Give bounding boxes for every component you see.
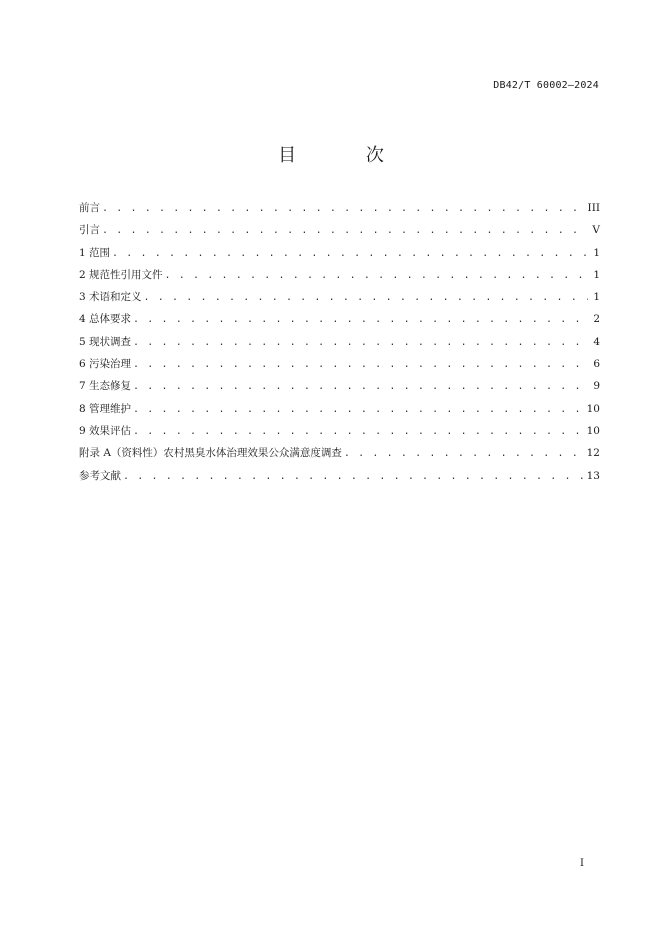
- toc-entry-page: 9: [593, 380, 600, 393]
- toc-entry-pollution-control[interactable]: [79, 356, 600, 378]
- dot-leader: [165, 268, 588, 284]
- toc-entry-label: 9 效果评估: [79, 424, 132, 437]
- toc-entry-page: 1: [593, 291, 600, 304]
- toc-entry-foreword[interactable]: [79, 200, 600, 222]
- toc-entry-general-requirements[interactable]: [79, 311, 600, 333]
- toc-entry-label: 前言: [79, 202, 100, 214]
- toc-entry-page: 10: [586, 424, 600, 437]
- toc-entry-page: 12: [586, 447, 600, 460]
- toc-entry-label: 5 现状调查: [79, 335, 132, 348]
- toc-entry-label: 1 范围: [79, 246, 111, 259]
- dot-leader: [123, 469, 583, 485]
- dot-leader: [102, 201, 584, 217]
- dot-leader: [133, 424, 583, 440]
- toc-entry-label: 6 污染治理: [79, 358, 132, 371]
- toc-entry-page: 6: [593, 358, 600, 371]
- toc-entry-page: 4: [593, 335, 600, 348]
- dot-leader: [112, 246, 588, 262]
- toc-entry-appendix-a[interactable]: [79, 445, 600, 467]
- dot-leader: [144, 290, 588, 306]
- dot-leader: [133, 335, 588, 351]
- toc-entry-ecological-restoration[interactable]: [79, 378, 600, 400]
- dot-leader: [344, 446, 583, 462]
- page-number: I: [580, 858, 584, 869]
- table-of-contents: [79, 200, 600, 490]
- toc-entry-label: 7 生态修复: [79, 380, 132, 393]
- toc-entry-label: 3 术语和定义: [79, 291, 142, 304]
- dot-leader: [133, 312, 588, 328]
- toc-entry-page: 1: [593, 268, 600, 281]
- toc-entry-page: 10: [586, 402, 600, 415]
- toc-entry-status-survey[interactable]: [79, 334, 600, 356]
- toc-entry-page: 2: [593, 313, 600, 326]
- toc-entry-scope[interactable]: [79, 245, 600, 267]
- toc-entry-page: 13: [586, 469, 600, 482]
- toc-entry-label: 2 规范性引用文件: [79, 268, 163, 281]
- toc-entry-label: 8 管理维护: [79, 402, 132, 415]
- toc-entry-page: V: [592, 224, 600, 237]
- toc-entry-management-maintenance[interactable]: [79, 401, 600, 423]
- toc-title: 目 次: [278, 145, 416, 166]
- toc-entry-label: 参考文献: [79, 469, 121, 482]
- toc-entry-bibliography[interactable]: [79, 468, 600, 490]
- dot-leader: [133, 379, 588, 395]
- toc-entry-terms-definitions[interactable]: [79, 289, 600, 311]
- dot-leader: [102, 223, 588, 239]
- toc-entry-label: 附录 A（资料性）农村黑臭水体治理效果公众满意度调查: [79, 447, 342, 460]
- dot-leader: [133, 402, 583, 418]
- toc-entry-introduction[interactable]: [79, 222, 600, 244]
- dot-leader: [133, 357, 588, 373]
- document-code: DB42/T 60002—2024: [493, 80, 599, 91]
- toc-entry-effect-evaluation[interactable]: [79, 423, 600, 445]
- toc-entry-label: 引言: [79, 224, 100, 237]
- toc-entry-page: 1: [593, 246, 600, 259]
- toc-entry-page: III: [587, 202, 600, 214]
- toc-entry-label: 4 总体要求: [79, 313, 132, 326]
- toc-entry-normative-references[interactable]: [79, 267, 600, 289]
